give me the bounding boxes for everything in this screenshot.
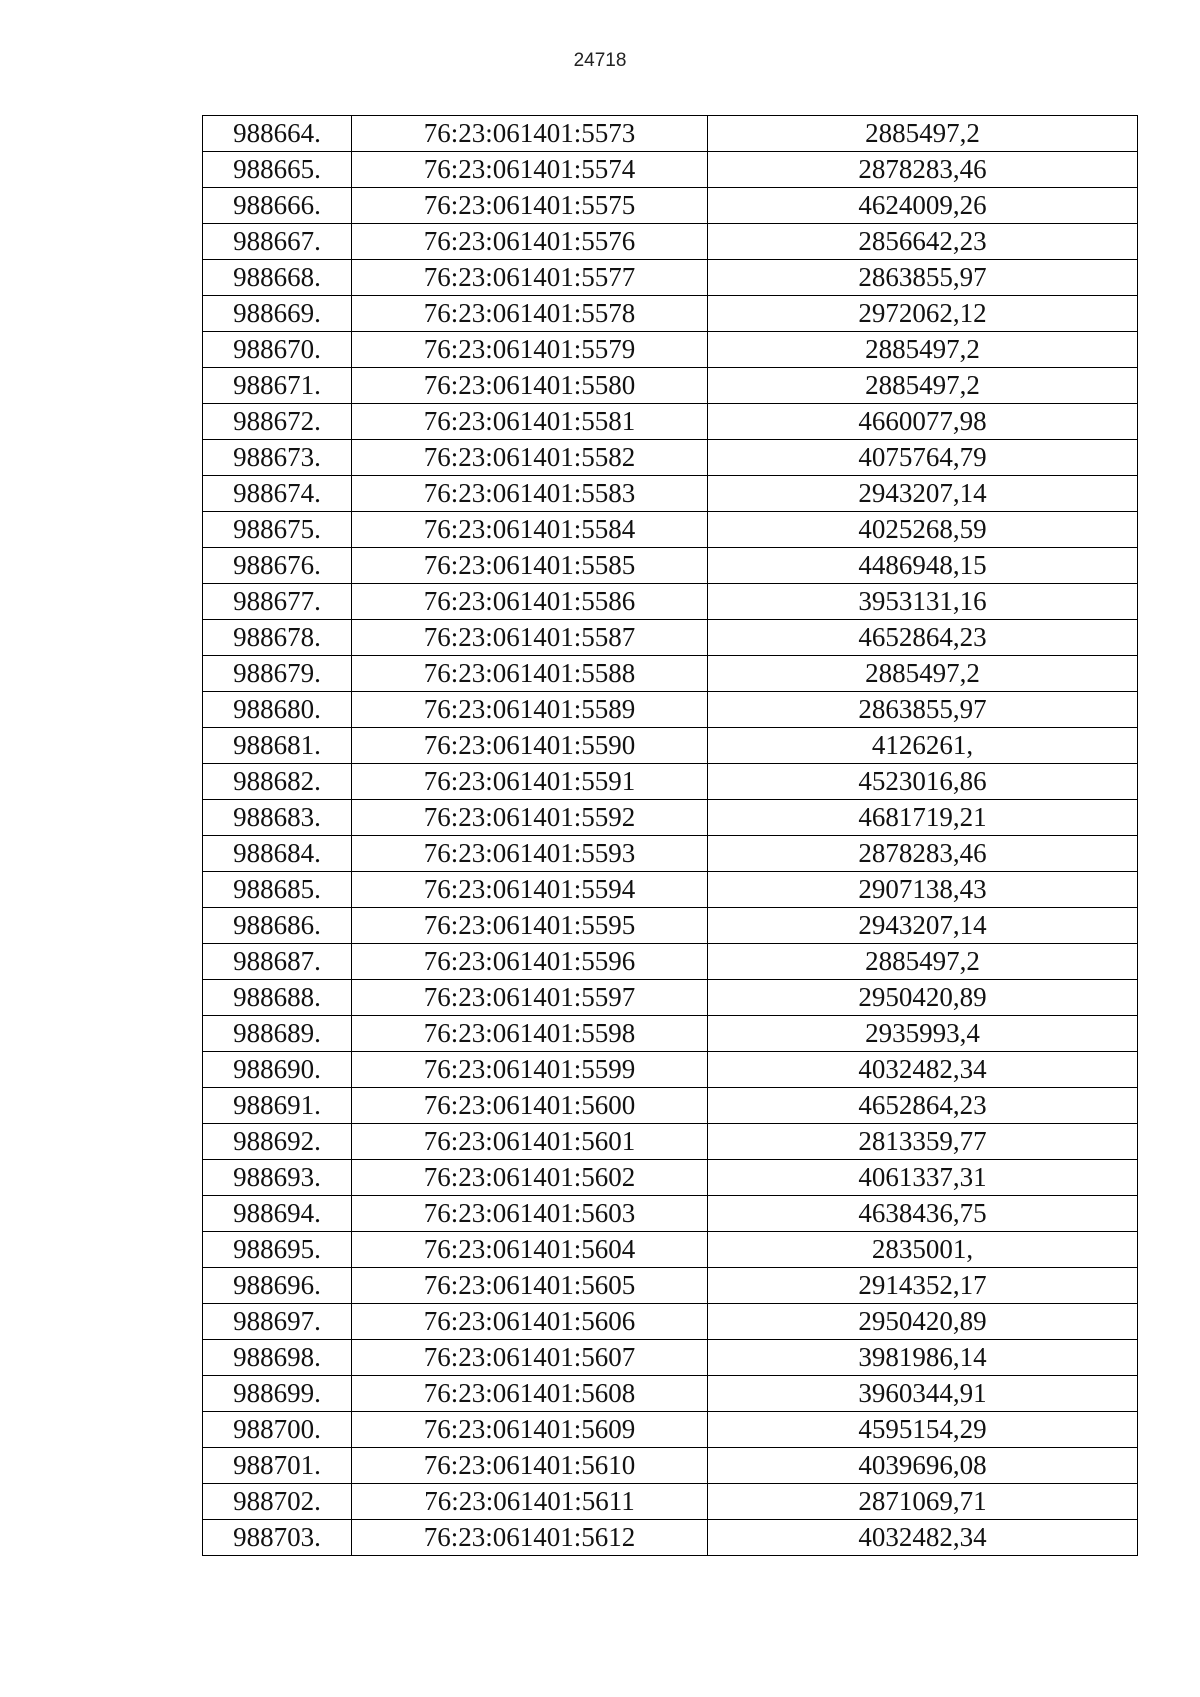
row-number-cell: 988687. [203, 944, 352, 980]
value-cell: 4624009,26 [708, 188, 1138, 224]
row-number-cell: 988672. [203, 404, 352, 440]
row-number-cell: 988694. [203, 1196, 352, 1232]
row-number-cell: 988693. [203, 1160, 352, 1196]
value-cell: 4039696,08 [708, 1448, 1138, 1484]
cadastral-number-cell: 76:23:061401:5578 [352, 296, 708, 332]
row-number-cell: 988701. [203, 1448, 352, 1484]
cadastral-number-cell: 76:23:061401:5583 [352, 476, 708, 512]
row-number-cell: 988703. [203, 1520, 352, 1556]
row-number-cell: 988702. [203, 1484, 352, 1520]
value-cell: 4025268,59 [708, 512, 1138, 548]
value-cell: 2907138,43 [708, 872, 1138, 908]
row-number-cell: 988668. [203, 260, 352, 296]
row-number-cell: 988699. [203, 1376, 352, 1412]
value-cell: 2885497,2 [708, 116, 1138, 152]
cadastral-number-cell: 76:23:061401:5592 [352, 800, 708, 836]
row-number-cell: 988670. [203, 332, 352, 368]
cadastral-number-cell: 76:23:061401:5611 [352, 1484, 708, 1520]
cadastral-number-cell: 76:23:061401:5600 [352, 1088, 708, 1124]
row-number-cell: 988673. [203, 440, 352, 476]
cadastral-number-cell: 76:23:061401:5606 [352, 1304, 708, 1340]
value-cell: 4681719,21 [708, 800, 1138, 836]
value-cell: 2972062,12 [708, 296, 1138, 332]
row-number-cell: 988691. [203, 1088, 352, 1124]
cadastral-number-cell: 76:23:061401:5576 [352, 224, 708, 260]
row-number-cell: 988690. [203, 1052, 352, 1088]
table-row [203, 728, 1138, 764]
table-body [203, 116, 1138, 1556]
cadastral-number-cell: 76:23:061401:5594 [352, 872, 708, 908]
table-row [203, 980, 1138, 1016]
table-row [203, 512, 1138, 548]
cadastral-number-cell: 76:23:061401:5612 [352, 1520, 708, 1556]
table-row [203, 1088, 1138, 1124]
table-row [203, 1304, 1138, 1340]
table-row [203, 1160, 1138, 1196]
row-number-cell: 988682. [203, 764, 352, 800]
table-row [203, 944, 1138, 980]
cadastral-number-cell: 76:23:061401:5574 [352, 152, 708, 188]
value-cell: 4126261, [708, 728, 1138, 764]
value-cell: 2950420,89 [708, 1304, 1138, 1340]
cadastral-number-cell: 76:23:061401:5587 [352, 620, 708, 656]
cadastral-number-cell: 76:23:061401:5597 [352, 980, 708, 1016]
value-cell: 2863855,97 [708, 260, 1138, 296]
value-cell: 4032482,34 [708, 1520, 1138, 1556]
table-row [203, 1268, 1138, 1304]
table-row [203, 1520, 1138, 1556]
table-row [203, 620, 1138, 656]
value-cell: 2914352,17 [708, 1268, 1138, 1304]
table-row [203, 800, 1138, 836]
row-number-cell: 988678. [203, 620, 352, 656]
table-row [203, 368, 1138, 404]
value-cell: 4032482,34 [708, 1052, 1138, 1088]
value-cell: 4523016,86 [708, 764, 1138, 800]
row-number-cell: 988669. [203, 296, 352, 332]
row-number-cell: 988686. [203, 908, 352, 944]
table-row [203, 584, 1138, 620]
row-number-cell: 988681. [203, 728, 352, 764]
value-cell: 4660077,98 [708, 404, 1138, 440]
value-cell: 4061337,31 [708, 1160, 1138, 1196]
value-cell: 4638436,75 [708, 1196, 1138, 1232]
value-cell: 2950420,89 [708, 980, 1138, 1016]
row-number-cell: 988671. [203, 368, 352, 404]
cadastral-number-cell: 76:23:061401:5598 [352, 1016, 708, 1052]
row-number-cell: 988684. [203, 836, 352, 872]
cadastral-number-cell: 76:23:061401:5605 [352, 1268, 708, 1304]
table-row [203, 1052, 1138, 1088]
cadastral-number-cell: 76:23:061401:5602 [352, 1160, 708, 1196]
table-row [203, 476, 1138, 512]
table-row [203, 548, 1138, 584]
table-row [203, 1448, 1138, 1484]
table-row [203, 764, 1138, 800]
cadastral-number-cell: 76:23:061401:5603 [352, 1196, 708, 1232]
value-cell: 2856642,23 [708, 224, 1138, 260]
table-row [203, 152, 1138, 188]
value-cell: 3960344,91 [708, 1376, 1138, 1412]
table-row [203, 836, 1138, 872]
cadastral-number-cell: 76:23:061401:5586 [352, 584, 708, 620]
row-number-cell: 988685. [203, 872, 352, 908]
row-number-cell: 988696. [203, 1268, 352, 1304]
cadastral-number-cell: 76:23:061401:5591 [352, 764, 708, 800]
cadastral-number-cell: 76:23:061401:5601 [352, 1124, 708, 1160]
table-row [203, 1232, 1138, 1268]
row-number-cell: 988688. [203, 980, 352, 1016]
cadastral-number-cell: 76:23:061401:5584 [352, 512, 708, 548]
table-row [203, 404, 1138, 440]
cadastral-number-cell: 76:23:061401:5581 [352, 404, 708, 440]
page-number: 24718 [573, 50, 627, 71]
table-row [203, 188, 1138, 224]
row-number-cell: 988676. [203, 548, 352, 584]
table-row [203, 1340, 1138, 1376]
cadastral-number-cell: 76:23:061401:5596 [352, 944, 708, 980]
table-row [203, 1016, 1138, 1052]
row-number-cell: 988695. [203, 1232, 352, 1268]
cadastral-table [202, 115, 1138, 1556]
table-row [203, 1376, 1138, 1412]
table-row [203, 332, 1138, 368]
value-cell: 2878283,46 [708, 152, 1138, 188]
cadastral-number-cell: 76:23:061401:5589 [352, 692, 708, 728]
value-cell: 4075764,79 [708, 440, 1138, 476]
row-number-cell: 988689. [203, 1016, 352, 1052]
cadastral-number-cell: 76:23:061401:5579 [352, 332, 708, 368]
value-cell: 2885497,2 [708, 332, 1138, 368]
value-cell: 2885497,2 [708, 656, 1138, 692]
value-cell: 2863855,97 [708, 692, 1138, 728]
row-number-cell: 988667. [203, 224, 352, 260]
row-number-cell: 988697. [203, 1304, 352, 1340]
table-row [203, 692, 1138, 728]
row-number-cell: 988664. [203, 116, 352, 152]
value-cell: 2813359,77 [708, 1124, 1138, 1160]
value-cell: 2878283,46 [708, 836, 1138, 872]
value-cell: 4595154,29 [708, 1412, 1138, 1448]
row-number-cell: 988666. [203, 188, 352, 224]
cadastral-number-cell: 76:23:061401:5588 [352, 656, 708, 692]
cadastral-number-cell: 76:23:061401:5607 [352, 1340, 708, 1376]
value-cell: 2935993,4 [708, 1016, 1138, 1052]
row-number-cell: 988674. [203, 476, 352, 512]
value-cell: 2885497,2 [708, 368, 1138, 404]
cadastral-number-cell: 76:23:061401:5590 [352, 728, 708, 764]
value-cell: 2835001, [708, 1232, 1138, 1268]
table-row [203, 224, 1138, 260]
table-row [203, 656, 1138, 692]
value-cell: 4652864,23 [708, 620, 1138, 656]
cadastral-number-cell: 76:23:061401:5604 [352, 1232, 708, 1268]
cadastral-number-cell: 76:23:061401:5577 [352, 260, 708, 296]
cadastral-number-cell: 76:23:061401:5585 [352, 548, 708, 584]
row-number-cell: 988680. [203, 692, 352, 728]
value-cell: 2943207,14 [708, 476, 1138, 512]
value-cell: 4486948,15 [708, 548, 1138, 584]
cadastral-number-cell: 76:23:061401:5575 [352, 188, 708, 224]
value-cell: 2871069,71 [708, 1484, 1138, 1520]
row-number-cell: 988698. [203, 1340, 352, 1376]
row-number-cell: 988679. [203, 656, 352, 692]
value-cell: 4652864,23 [708, 1088, 1138, 1124]
value-cell: 3953131,16 [708, 584, 1138, 620]
cadastral-number-cell: 76:23:061401:5599 [352, 1052, 708, 1088]
value-cell: 2943207,14 [708, 908, 1138, 944]
row-number-cell: 988677. [203, 584, 352, 620]
value-cell: 2885497,2 [708, 944, 1138, 980]
row-number-cell: 988692. [203, 1124, 352, 1160]
table-row [203, 1124, 1138, 1160]
table-row [203, 1484, 1138, 1520]
cadastral-number-cell: 76:23:061401:5593 [352, 836, 708, 872]
cadastral-number-cell: 76:23:061401:5582 [352, 440, 708, 476]
table-row [203, 296, 1138, 332]
row-number-cell: 988675. [203, 512, 352, 548]
table-row [203, 116, 1138, 152]
table-row [203, 908, 1138, 944]
row-number-cell: 988700. [203, 1412, 352, 1448]
row-number-cell: 988665. [203, 152, 352, 188]
cadastral-number-cell: 76:23:061401:5580 [352, 368, 708, 404]
table-row [203, 440, 1138, 476]
table-row [203, 872, 1138, 908]
cadastral-number-cell: 76:23:061401:5573 [352, 116, 708, 152]
cadastral-number-cell: 76:23:061401:5608 [352, 1376, 708, 1412]
table-row [203, 1196, 1138, 1232]
value-cell: 3981986,14 [708, 1340, 1138, 1376]
cadastral-number-cell: 76:23:061401:5609 [352, 1412, 708, 1448]
table-row [203, 260, 1138, 296]
table-row [203, 1412, 1138, 1448]
cadastral-number-cell: 76:23:061401:5610 [352, 1448, 708, 1484]
cadastral-number-cell: 76:23:061401:5595 [352, 908, 708, 944]
row-number-cell: 988683. [203, 800, 352, 836]
